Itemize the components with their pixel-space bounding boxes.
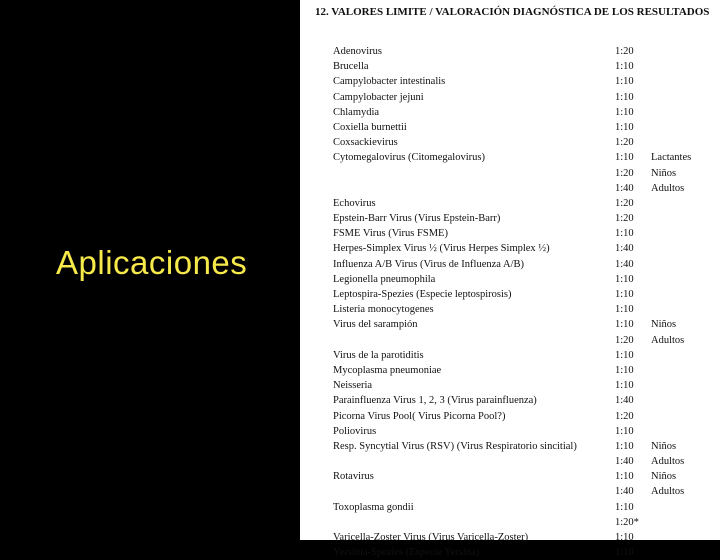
table-row [333, 44, 718, 59]
organism-name: Coxiella burnettii [333, 121, 407, 133]
titer-value: 1:20 [615, 334, 634, 346]
titer-value: 1:20* [615, 516, 639, 528]
titer-value: 1:10 [615, 532, 634, 543]
titer-value: 1:20 [615, 137, 634, 149]
group-note: Niños [651, 471, 677, 483]
document-panel [300, 0, 720, 559]
table-row [333, 287, 718, 302]
organism-name: Adenovirus [333, 46, 382, 57]
table-row [333, 393, 718, 408]
titer-value: 1:40 [615, 486, 634, 498]
table-row [333, 74, 718, 89]
organism-name: Parainfluenza Virus 1, 2, 3 (Virus parainfluenza) [333, 395, 537, 407]
group-note: Niños [651, 319, 677, 331]
titer-value: 1:10 [615, 76, 634, 88]
titer-value: 1:10 [615, 273, 634, 285]
values-table [333, 44, 718, 560]
titer-value: 1:10 [615, 349, 634, 361]
titer-value: 1:10 [615, 501, 634, 513]
table-row [333, 454, 718, 469]
titer-value: 1:40 [615, 456, 634, 468]
table-row [333, 409, 718, 424]
titer-value: 1:40 [615, 258, 634, 270]
organism-name: Influenza A/B Virus (Virus de Influenza A/B) [333, 258, 524, 270]
organism-name: Coxsackievirus [333, 137, 398, 149]
group-note: Lactantes [651, 152, 692, 164]
organism-name: Virus de la parotiditis [333, 349, 424, 361]
titer-value: 1:10 [615, 289, 634, 300]
table-row [333, 241, 718, 256]
organism-name: Poliovirus [333, 425, 377, 437]
table-row [333, 424, 718, 439]
titer-value: 1:10 [615, 547, 634, 559]
organism-name: Campylobacter intestinalis [333, 76, 446, 88]
organism-name: Toxoplasma gondii [333, 501, 414, 513]
slide-title: Aplicaciones [56, 244, 248, 281]
titer-value: 1:20 [615, 167, 634, 179]
organism-name: FSME Virus (Virus FSME) [333, 228, 448, 240]
titer-value: 1:10 [615, 152, 634, 164]
table-row [333, 135, 718, 150]
organism-name: Legionella pneumophila [333, 273, 436, 285]
organism-name: Resp. Syncytial Virus (RSV) (Virus Respiratorio sincitial) [333, 440, 577, 452]
organism-name: Mycoplasma pneumoniae [333, 364, 442, 376]
titer-value: 1:10 [615, 304, 634, 316]
titer-value: 1:10 [615, 106, 634, 118]
titer-value: 1:10 [615, 364, 634, 376]
table-row [333, 484, 718, 499]
titer-value: 1:40 [615, 182, 634, 194]
organism-name: Picorna Virus Pool( Virus Picorna Pool?) [333, 410, 506, 422]
titer-value: 1:20 [615, 410, 634, 422]
table-row [333, 150, 718, 165]
titer-value: 1:10 [615, 91, 634, 103]
group-note: Adultos [651, 456, 685, 468]
organism-name: Yersinia-Spezies (Especie Yersina) [333, 547, 480, 559]
titer-value: 1:40 [615, 243, 634, 255]
titer-value: 1:10 [615, 380, 634, 392]
table-row [333, 378, 718, 393]
organism-name: Campylobacter jejuni [333, 91, 424, 103]
organism-name: Chlamydia [333, 106, 380, 118]
table-row [333, 59, 718, 74]
titer-value: 1:10 [615, 425, 634, 437]
table-row [333, 302, 718, 317]
table-row [333, 348, 718, 363]
table-row [333, 105, 718, 120]
table-row [333, 120, 718, 135]
table-row [333, 257, 718, 272]
group-note: Adultos [651, 334, 685, 346]
titer-value: 1:10 [615, 319, 634, 331]
table-row [333, 530, 718, 545]
titer-value: 1:10 [615, 471, 634, 483]
group-note: Niños [651, 167, 677, 179]
organism-name: Herpes-Simplex Virus ½ (Virus Herpes Simplex ½) [333, 243, 550, 255]
organism-name: Cytomegalovirus (Citomegalovirus) [333, 152, 485, 164]
titer-value: 1:20 [615, 213, 634, 225]
table-row [333, 545, 718, 560]
organism-name: Neisseria [333, 380, 373, 392]
table-row [333, 181, 718, 196]
titer-value: 1:20 [615, 46, 634, 57]
table-row [333, 196, 718, 211]
table-row [333, 272, 718, 287]
titer-value: 1:20 [615, 197, 634, 209]
table-row [333, 211, 718, 226]
titer-value: 1:10 [615, 121, 634, 133]
table-row [333, 317, 718, 332]
table-row [333, 469, 718, 484]
group-note: Adultos [651, 182, 685, 194]
table-row [333, 226, 718, 241]
titer-value: 1:10 [615, 440, 634, 452]
table-row [333, 500, 718, 515]
group-note: Adultos [651, 486, 685, 498]
table-row [333, 363, 718, 378]
titer-value: 1:10 [615, 228, 634, 240]
organism-name: Leptospira-Spezies (Especie leptospirosis) [333, 289, 512, 300]
group-note: Niños [651, 440, 677, 452]
table-row [333, 90, 718, 105]
table-row [333, 515, 718, 530]
organism-name: Virus del sarampión [333, 319, 418, 331]
organism-name: Epstein-Barr Virus (Virus Epstein-Barr) [333, 213, 501, 225]
table-row [333, 166, 718, 181]
table-row [333, 439, 718, 454]
titer-value: 1:40 [615, 395, 634, 407]
table-row [333, 333, 718, 348]
organism-name: Varicella-Zoster Virus (Virus Varicella-Zoster) [333, 532, 529, 543]
organism-name: Rotavirus [333, 471, 374, 483]
organism-name: Listeria monocytogenes [333, 304, 434, 316]
document-heading: 12. VALORES LIMITE / VALORACIÓN DIAGNÓSTICA DE LOS RESULTADOS [315, 6, 710, 18]
organism-name: Brucella [333, 61, 369, 73]
organism-name: Echovirus [333, 197, 376, 209]
titer-value: 1:10 [615, 61, 634, 73]
